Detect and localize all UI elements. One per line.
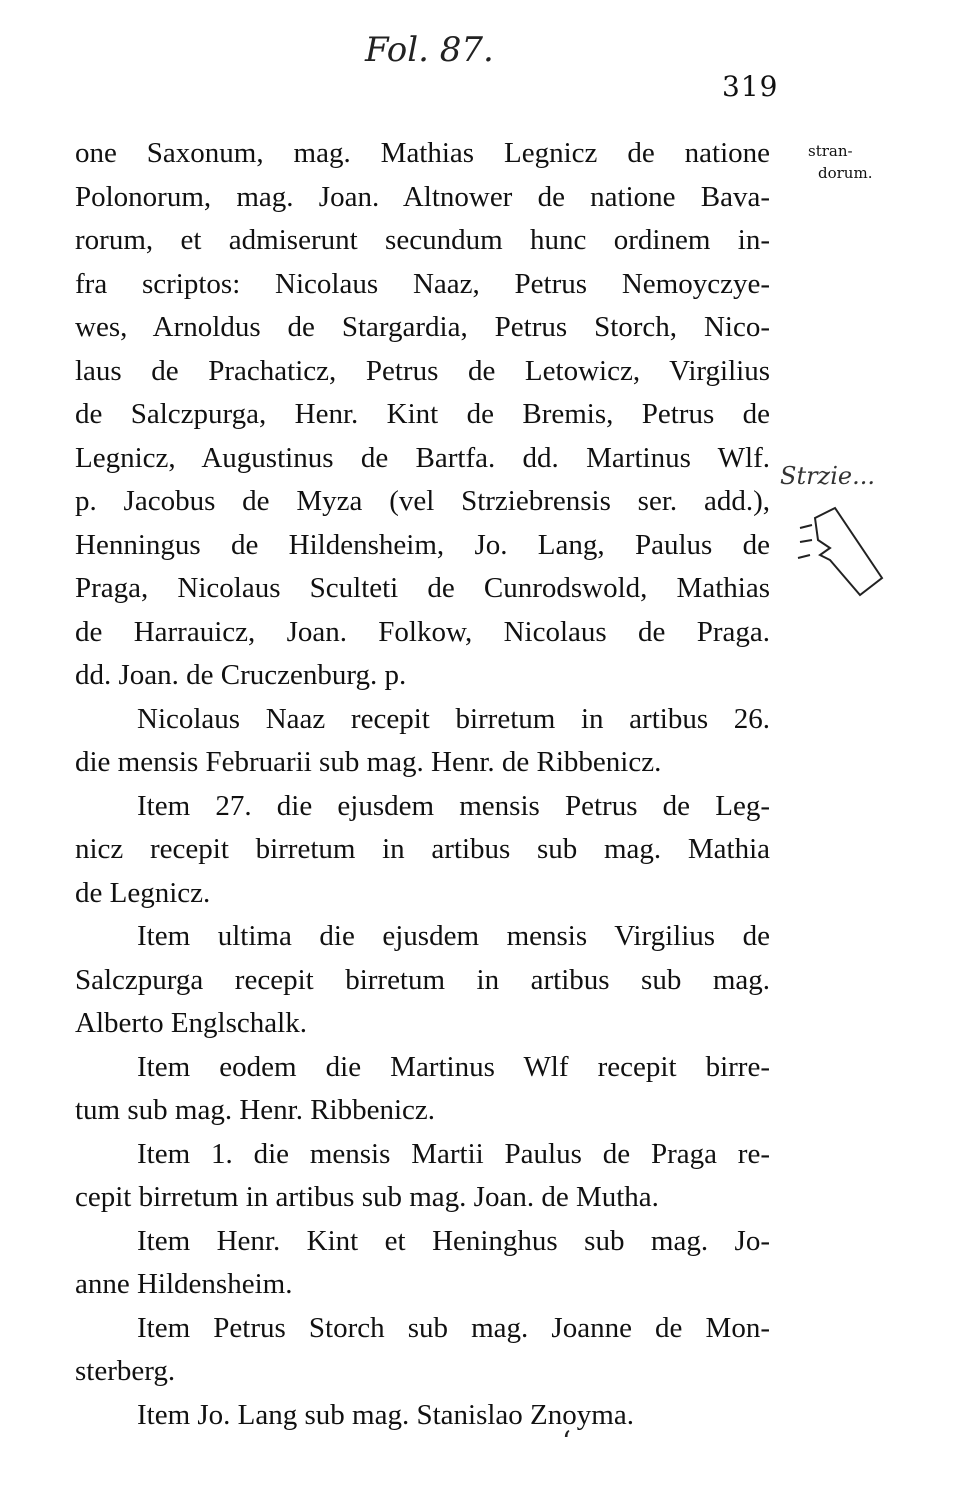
margin-note	[808, 140, 878, 184]
text-line: Polonorum, mag. Joan. Altnower de natione Bava-	[75, 180, 770, 213]
body-text	[75, 132, 770, 1437]
text-line: Item 1. die mensis Martii Paulus de Praga re-	[137, 1137, 770, 1170]
text-line: p. Jacobus de Myza (vel Strziebrensis ser. add.),	[75, 485, 770, 517]
text-line: Item Henr. Kint et Heninghus sub mag. Jo-	[137, 1224, 770, 1257]
text-line: anne Hildensheim.	[75, 1268, 293, 1300]
margin-note-line: stran-	[808, 142, 853, 160]
text-line: Item eodem die Martinus Wlf recepit birre-	[137, 1050, 770, 1083]
text-line: Item ultima die ejusdem mensis Virgilius de	[137, 920, 770, 952]
text-line: de Legnicz.	[75, 876, 211, 909]
margin-note-line: dorum.	[818, 164, 873, 182]
text-line: Item Petrus Storch sub mag. Joanne de Mon-	[137, 1311, 770, 1344]
text-line: Legnicz, Augustinus de Bartfa. dd. Martinus Wlf.	[75, 441, 770, 474]
text-line: Item 27. die ejusdem mensis Petrus de Leg-	[137, 789, 770, 822]
text-line: Praga, Nicolaus Sculteti de Cunrodswold, Mathias	[75, 572, 770, 604]
text-line: laus de Prachaticz, Petrus de Letowicz, Virgilius	[75, 354, 770, 387]
text-line: Henningus de Hildensheim, Jo. Lang, Paulus de	[75, 528, 770, 561]
handwritten-folio-number: Fol. 87.	[365, 30, 494, 70]
text-line: sterberg.	[75, 1355, 176, 1387]
text-line: tum sub mag. Henr. Ribbenicz.	[75, 1094, 436, 1126]
text-line: Item Jo. Lang sub mag. Stanislao Znoyma.	[137, 1398, 634, 1431]
text-line: die mensis Februarii sub mag. Henr. de Ribbenicz.	[75, 746, 662, 778]
text-line: de Salczpurga, Henr. Kint de Bremis, Petrus de	[75, 398, 770, 430]
page-number: 319	[722, 70, 779, 103]
text-line: wes, Arnoldus de Stargardia, Petrus Storch, Nico-	[75, 311, 770, 343]
text-line: de Harrauicz, Joan. Folkow, Nicolaus de Praga.	[75, 615, 770, 648]
bottom-ink-mark: ‘	[562, 1425, 571, 1458]
bracket-arrow-mark	[790, 500, 890, 610]
text-line: one Saxonum, mag. Mathias Legnicz de natione	[75, 137, 770, 169]
text-line: fra scriptos: Nicolaus Naaz, Petrus Nemoyczye-	[75, 267, 770, 300]
text-line: nicz recepit birretum in artibus sub mag. Mathia	[75, 833, 770, 865]
text-line: dd. Joan. de Cruczenburg. p.	[75, 659, 407, 691]
text-line: Salczpurga recepit birretum in artibus sub mag.	[75, 963, 770, 996]
text-line: Nicolaus Naaz recepit birretum in artibus 26.	[137, 702, 770, 735]
text-line: cepit birretum in artibus sub mag. Joan. de Mutha.	[75, 1181, 659, 1213]
text-line: Alberto Englschalk.	[75, 1007, 307, 1039]
text-line: rorum, et admiserunt secundum hunc ordinem in-	[75, 224, 770, 256]
handwritten-annotation: Strzie...	[780, 462, 875, 490]
